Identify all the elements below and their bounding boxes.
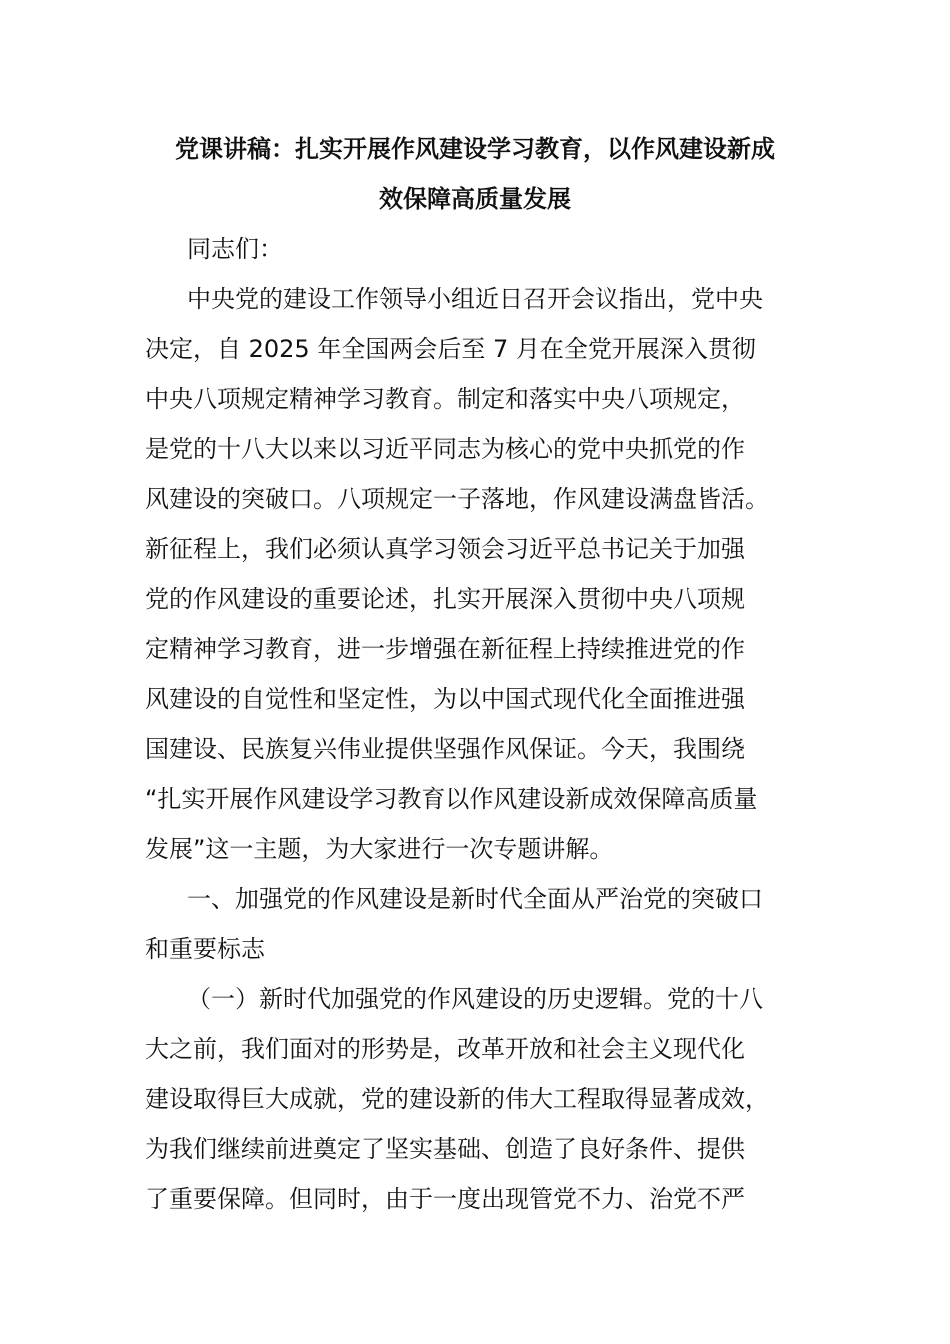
paragraph-line: 是党的十八大以来以习近平同志为核心的党中央抓党的作: [145, 435, 745, 463]
paragraph-line: 党的作风建设的重要论述，扎实开展深入贯彻中央八项规: [145, 585, 745, 613]
paragraph-line: 定精神学习教育，进一步增强在新征程上持续推进党的作: [145, 635, 745, 663]
section-heading-line: 一、加强党的作风建设是新时代全面从严治党的突破口: [187, 885, 763, 913]
paragraph-line: 中央党的建设工作领导小组近日召开会议指出，党中央: [187, 285, 763, 313]
section-heading-line: 和重要标志: [145, 935, 265, 963]
paragraph-line: 风建设的突破口。八项规定一子落地，作风建设满盘皆活。: [145, 485, 769, 513]
paragraph-line: （一）新时代加强党的作风建设的历史逻辑。党的十八: [187, 985, 763, 1013]
paragraph-line: 决定，自 2025 年全国两会后至 7 月在全党开展深入贯彻: [145, 335, 756, 363]
paragraph-line: 发展”这一主题，为大家进行一次专题讲解。: [145, 835, 614, 863]
document-title: [145, 124, 805, 224]
paragraph-line: 大之前，我们面对的形势是，改革开放和社会主义现代化: [145, 1035, 745, 1063]
salutation: 同志们：: [187, 235, 283, 263]
paragraph-intro: [145, 274, 810, 874]
title-line-1: 党课讲稿：扎实开展作风建设学习教育，以作风建设新成: [175, 135, 775, 163]
paragraph-line: 风建设的自觉性和坚定性，为以中国式现代化全面推进强: [145, 685, 745, 713]
subsection-paragraph-1: [145, 974, 810, 1224]
paragraph-line: 国建设、民族复兴伟业提供坚强作风保证。今天，我围绕: [145, 735, 745, 763]
document-body: [145, 224, 810, 1224]
paragraph-line: 建设取得巨大成就，党的建设新的伟大工程取得显著成效，: [145, 1085, 769, 1113]
paragraph-line: 了重要保障。但同时，由于一度出现管党不力、治党不严: [145, 1185, 745, 1213]
paragraph-line: “扎实开展作风建设学习教育以作风建设新成效保障高质量: [145, 785, 758, 813]
title-line-2: 效保障高质量发展: [379, 185, 571, 213]
section-heading-1: [145, 874, 810, 974]
paragraph-line: 为我们继续前进奠定了坚实基础、创造了良好条件、提供: [145, 1135, 745, 1163]
paragraph-line: 新征程上，我们必须认真学习领会习近平总书记关于加强: [145, 535, 745, 563]
paragraph-line: 中央八项规定精神学习教育。制定和落实中央八项规定，: [145, 385, 745, 413]
